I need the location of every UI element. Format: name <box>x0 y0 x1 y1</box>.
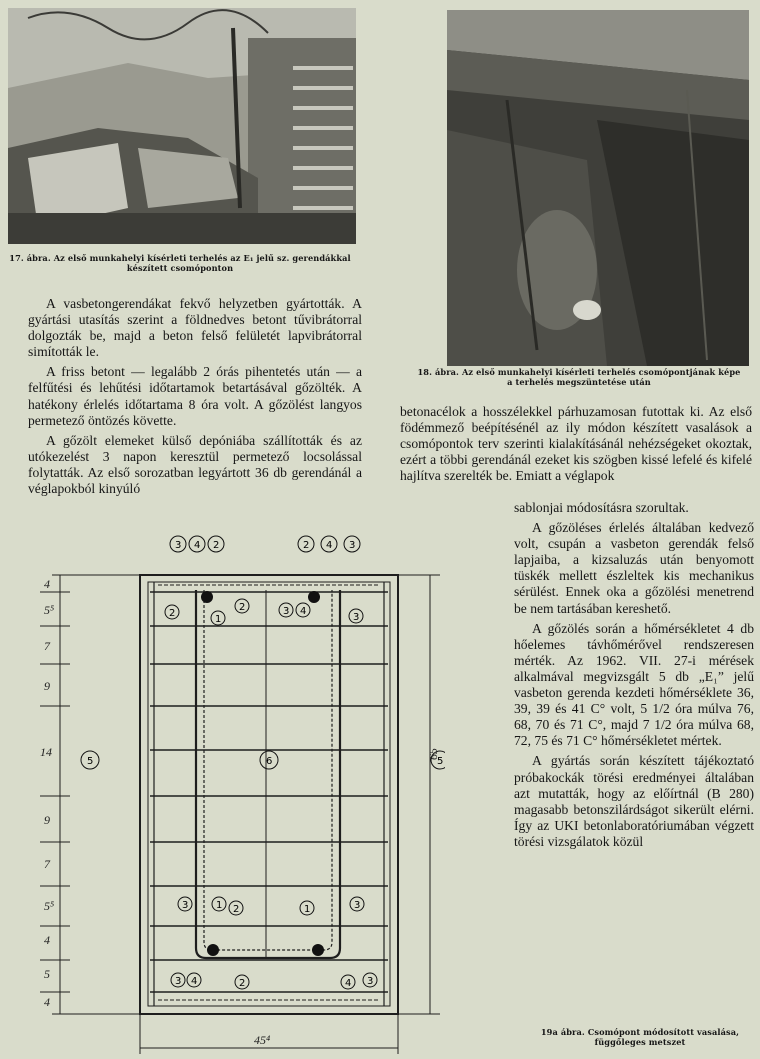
marker-top-right-2 <box>298 536 314 552</box>
svg-text:1: 1 <box>216 900 223 911</box>
svg-text:4: 4 <box>191 976 198 987</box>
figure-17-caption-line1: 17. ábra. Az első munkahelyi kísérleti terhelés az E₁ jelű sz. gerendákkal <box>9 253 351 263</box>
marker-4-bottom-right <box>341 975 355 989</box>
marker-3-upper-right <box>279 603 293 617</box>
marker-3-bottom-left <box>171 973 185 987</box>
figure-19a-caption-line1: 19a ábra. Csomópont módosított vasalása, <box>540 1027 740 1037</box>
right-paragraph-2: A gőzöléses érlelés általában kedvező volt, csupán a vasbeton gerendák felső lapjaiba, a kizsaluzás után benyomott tüskék mellett észleltek kis mechanikus sérülést. Ennek oka a gőzölési menetrend be nem tartásában kereshető. <box>514 520 754 616</box>
figure-17-caption-line2: készített csomóponton <box>126 263 234 273</box>
svg-text:3: 3 <box>175 540 182 551</box>
marker-1-lower-left <box>212 897 226 911</box>
marker-4-bottom-left <box>187 973 201 987</box>
marker-2-upper-side <box>165 605 179 619</box>
svg-text:2: 2 <box>239 978 246 989</box>
figure-18-caption-line1: 18. ábra. Az első munkahelyi kísérleti terhelés csomópontjának képe <box>417 367 741 377</box>
left-column-text <box>28 296 362 501</box>
marker-1-lower-right <box>300 901 314 915</box>
svg-text:3: 3 <box>349 540 356 551</box>
svg-text:5: 5 <box>87 756 94 767</box>
marker-top-left-3 <box>170 536 186 552</box>
marker-top-right-4 <box>321 536 337 552</box>
dim-left-8: 5⁵ <box>44 899 55 913</box>
svg-text:3: 3 <box>182 900 189 911</box>
figure-17-photo <box>8 8 356 244</box>
dim-bottom: 45⁴ <box>254 1033 271 1047</box>
marker-2-bottom-center <box>235 975 249 989</box>
marker-top-right-3 <box>344 536 360 552</box>
svg-text:5: 5 <box>437 756 444 767</box>
dim-left-3: 7 <box>44 639 50 653</box>
svg-text:4: 4 <box>345 978 352 989</box>
marker-3-bottom-right <box>363 973 377 987</box>
figure-19a-caption-line2: függőleges metszet <box>594 1037 686 1047</box>
figure-18-caption-line2: a terhelés megszüntetése után <box>507 377 651 387</box>
marker-1-upper <box>211 611 225 625</box>
svg-text:2: 2 <box>169 608 176 619</box>
right-column-text-narrow <box>514 500 754 854</box>
dim-left-5: 14 <box>40 745 52 759</box>
svg-text:2: 2 <box>233 904 240 915</box>
svg-text:3: 3 <box>353 612 360 623</box>
svg-text:3: 3 <box>175 976 182 987</box>
dim-right: 65 <box>426 748 440 760</box>
svg-text:4: 4 <box>326 540 333 551</box>
marker-top-left-2 <box>208 536 224 552</box>
figure-17-caption <box>4 253 356 273</box>
svg-text:3: 3 <box>367 976 374 987</box>
dim-left-4: 9 <box>44 679 50 693</box>
right-paragraph-4: A gyártás során készített tájékoztató próbakockák törési eredményei általában azt mutatták, hogy az előírtnál (B 280) magasabb betonszilárdságot sikerült elérni. Így az UKI betonlaboratóriumában végzett törési vizsgálatok közül <box>514 753 754 849</box>
svg-text:2: 2 <box>213 540 220 551</box>
svg-text:1: 1 <box>304 904 311 915</box>
svg-text:1: 1 <box>215 614 222 625</box>
left-paragraph-3: A gőzölt elemeket külső depóniába szállították és az utókezelést 3 napon keresztül permetező locsolással folytatták. Az első sorozatban legyártott 36 db gerendánál a véglapokból kinyúló <box>28 432 362 497</box>
reinforcement-section-svg <box>0 530 445 1059</box>
svg-text:4: 4 <box>194 540 201 551</box>
left-paragraph-2: A friss betont — legalább 2 órás pihentetés után — a felfűtési és lehűtési időtartamok betartásával gőzölték. A hatékony érlelés időtartama 8 óra volt. A gőzölést langyos permetező öntözés követte. <box>28 364 362 428</box>
right-paragraph-3: A gőzölés során a hőmérsékletet 4 db hőelemes távhőmérővel rendszeresen mérték. Az 1962. VII. 27-i mérések alkalmával megvizsgált 5 db „E₁” jelű vasbeton gerenda kezdeti hőmérséklete 36, 39, 39 és 41 C° volt, 5 1/2 óra múlva 76, 68, 70 és 71 C°, majd 7 1/2 óra múlva 68, 72, 75 és 71 C° hőmérsékletet mértek. <box>514 620 754 749</box>
marker-6-center <box>260 751 278 769</box>
svg-text:3: 3 <box>354 900 361 911</box>
marker-2-lower-left <box>229 901 243 915</box>
right-paragraph-1-tail: sablonjai módosításra szorultak. <box>514 500 689 515</box>
svg-text:6: 6 <box>266 756 273 767</box>
figure-18-photo <box>447 10 749 366</box>
left-paragraph-1: A vasbetongerendákat fekvő helyzetben gyártották. A gyártási utasítás szerint a földnedves betont tűvibrátorral dolgozták be, majd a beton felső felületét lapvibrátorral simították le. <box>28 296 362 360</box>
figure-19a-caption <box>520 1027 760 1047</box>
marker-4-upper-right <box>296 603 310 617</box>
svg-text:2: 2 <box>303 540 310 551</box>
dim-left-1: 4 <box>44 577 50 591</box>
dim-left-6: 9 <box>44 813 50 827</box>
marker-top-left-4 <box>189 536 205 552</box>
marker-3-upper-side <box>349 609 363 623</box>
dim-left-7: 7 <box>44 857 50 871</box>
marker-3-lower-left <box>178 897 192 911</box>
marker-3-lower-right <box>350 897 364 911</box>
dim-left-10: 5 <box>44 967 50 981</box>
dim-left-11: 4 <box>44 995 50 1009</box>
svg-text:3: 3 <box>283 606 290 617</box>
dim-left-9: 4 <box>44 933 50 947</box>
right-column-text-upper <box>400 404 752 488</box>
figure-18-caption <box>398 367 760 387</box>
dim-left-2: 5⁵ <box>44 603 55 617</box>
marker-2-upper-left <box>235 599 249 613</box>
figure-19a-drawing <box>0 530 445 1059</box>
right-paragraph-1: betonacélok a hosszélekkel párhuzamosan futottak ki. Az első födémmező beépítésénél az ily módon készített vasalások a csomópontok terv szerinti kialakításánál nehézségeket okoztak, ezért a többi gerendánál ezeket kis szögben kissé lefelé és kifelé hajlítva szerelték be. Emiatt a véglapok <box>400 404 752 484</box>
svg-text:4: 4 <box>300 606 307 617</box>
marker-5-left <box>81 751 99 769</box>
svg-text:2: 2 <box>239 602 246 613</box>
